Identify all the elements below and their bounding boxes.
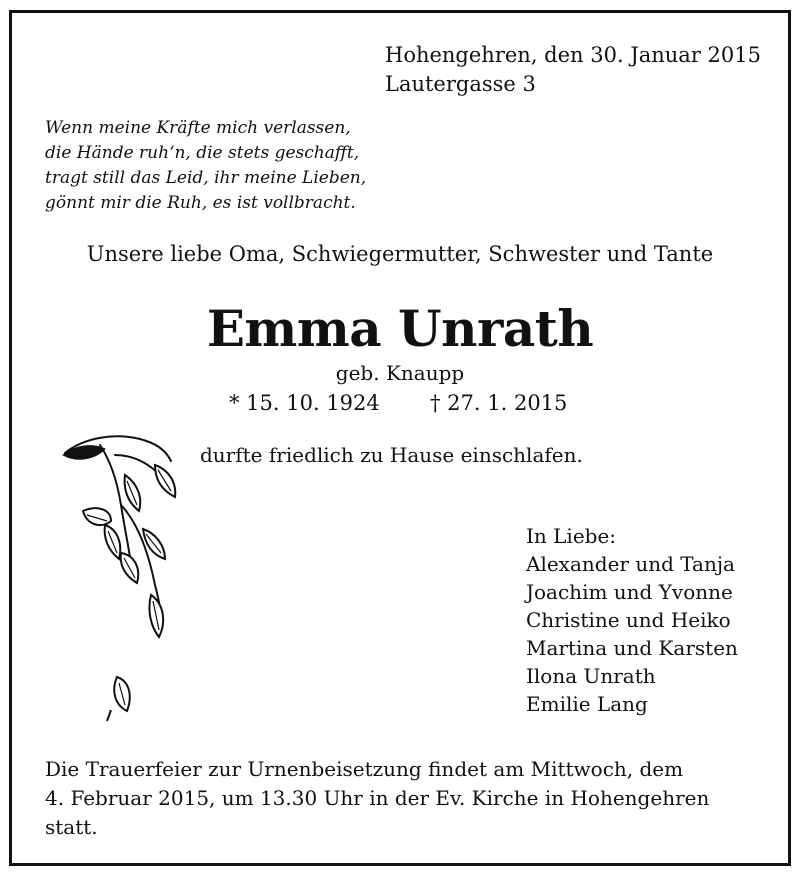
death-date: † 27. 1. 2015 — [430, 391, 568, 415]
family-member: Joachim und Yvonne — [526, 580, 733, 604]
place-date: Hohengehren, den 30. Januar 2015 — [385, 43, 761, 67]
poem-line: gönnt mir die Ruh, es ist vollbracht. — [45, 193, 356, 213]
falling-leaves-icon — [55, 425, 195, 730]
family-member: Christine und Heiko — [526, 608, 731, 632]
family-member: Ilona Unrath — [526, 664, 656, 688]
maiden-name: geb. Knaupp — [335, 361, 465, 385]
family-member: Alexander und Tanja — [526, 552, 735, 576]
service-notice-line: Die Trauerfeier zur Urnenbeisetzung findet am Mittwoch, dem — [45, 757, 684, 781]
address: Lautergasse 3 — [385, 72, 536, 96]
poem-line: die Hände ruh‘n, die stets geschafft, — [45, 143, 360, 163]
poem-line: tragt still das Leid, ihr meine Lieben, — [45, 168, 367, 188]
birth-date: * 15. 10. 1924 — [229, 391, 380, 415]
service-notice-line: statt. — [45, 815, 98, 839]
family-member: Emilie Lang — [526, 692, 648, 716]
poem-line: Wenn meine Kräfte mich verlassen, — [45, 118, 351, 138]
service-notice-line: 4. Februar 2015, um 13.30 Uhr in der Ev. Kirche in Hohengehren — [45, 786, 710, 810]
family-heading: In Liebe: — [526, 524, 617, 548]
deceased-name: Emma Unrath — [206, 299, 594, 358]
passing-message: durfte friedlich zu Hause einschlafen. — [200, 443, 583, 467]
intro-text: Unsere liebe Oma, Schwiegermutter, Schwester und Tante — [86, 242, 714, 266]
family-member: Martina und Karsten — [526, 636, 738, 660]
